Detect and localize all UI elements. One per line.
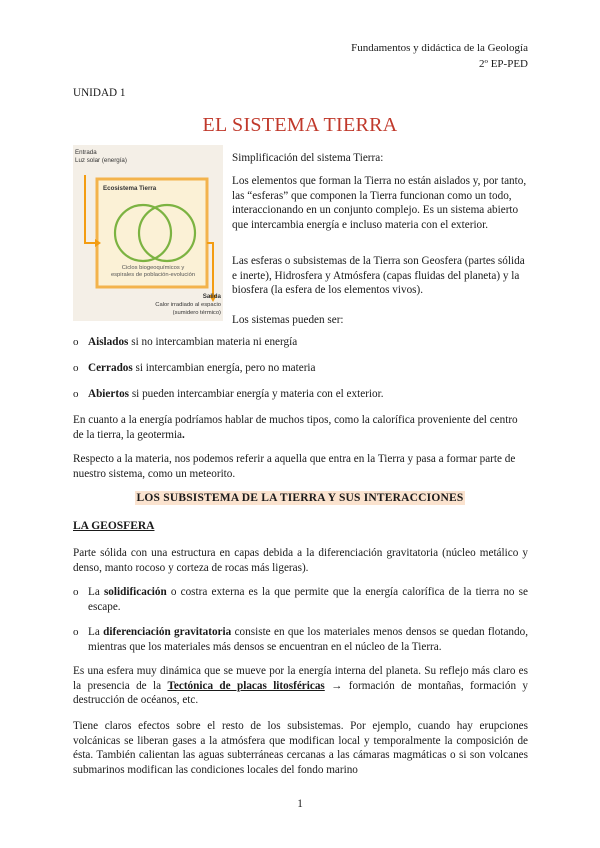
term-cerrados: Cerrados bbox=[88, 362, 133, 374]
unit-label: UNIDAD 1 bbox=[73, 87, 126, 99]
geosfera-heading: LA GEOSFERA bbox=[73, 520, 155, 532]
geosfera-paragraph-1: Parte sólida con una estructura en capas debida a la diferenciación gravitatoria (núcleo metálico y denso, manto rocoso y corteza de rocas más ligeras). bbox=[73, 547, 528, 574]
intro-paragraph-2: Las esferas o subsistemas de la Tierra son Geosfera (partes sólida e inerte), Hidrosfera y Atmósfera (capas fluidas del planeta) y la biosfera (la esfera de los elementos vivos). bbox=[232, 255, 525, 297]
page-title: EL SISTEMA TIERRA bbox=[202, 114, 398, 136]
salida-line1: Calor irradiado al espacio bbox=[155, 302, 221, 308]
page-number: 1 bbox=[297, 798, 303, 810]
ciclos-line1: Ciclos biogeoquímicos y bbox=[121, 265, 185, 271]
list-item-diferenciacion: La diferenciación gravitatoria consiste en que los materiales menos densos se quedan flotando, mientras que los materiales más densos se encuentran en el núcleo de la Tierra. bbox=[88, 626, 528, 653]
section-heading: LOS SUBSISTEMA DE LA TIERRA Y SUS INTERACCIONES bbox=[136, 492, 464, 504]
list-item-abiertos: Abiertos si pueden intercambiar energía y materia con el exterior. bbox=[88, 388, 384, 400]
salida-label: Salida bbox=[202, 293, 221, 300]
entrada-sub: Luz solar (energía) bbox=[75, 157, 127, 164]
bullet-marker: o bbox=[73, 362, 79, 374]
ecosistema-label: Ecosistema Tierra bbox=[103, 185, 157, 192]
intro-paragraph-3: Los sistemas pueden ser: bbox=[232, 314, 344, 326]
term-abiertos: Abiertos bbox=[88, 388, 130, 400]
header-course: Fundamentos y didáctica de la Geología bbox=[351, 42, 528, 54]
bullet-marker: o bbox=[73, 336, 79, 348]
ciclos-line2: espirales de población-evolución bbox=[110, 272, 196, 278]
geosfera-paragraph-2: Es una esfera muy dinámica que se mueve por la energía interna del planeta. Su reflejo más claro es la presencia de la Tectónica de placas litosféricas → formación de montañas, formación y destrucción de océanos, etc. bbox=[73, 665, 529, 707]
bullet-marker: o bbox=[73, 626, 79, 638]
list-item-solidificacion: La solidificación o costra externa es la que permite que la energía calorífica de la tierra no se escape. bbox=[88, 586, 528, 613]
bullet-marker: o bbox=[73, 586, 79, 598]
entrada-label: Entrada bbox=[75, 149, 97, 156]
list-item-cerrados: Cerrados si intercambian energía, pero no materia bbox=[88, 362, 316, 374]
list-item-aislados: Aislados si no intercambian materia ni energía bbox=[88, 336, 298, 348]
diagram-caption: Simplificación del sistema Tierra: bbox=[232, 152, 384, 164]
geosfera-paragraph-3: Tiene claros efectos sobre el resto de los subsistemas. Por ejemplo, cuando hay erupciones volcánicas se liberan gases a la atmósfera que modifican local y temporalmente la composición de ésta. También calientan las aguas subterráneas cercanas a las cámaras magmáticas o si son volcanes submarinos modifican las condiciones locales del fondo marino bbox=[73, 720, 528, 776]
paragraph-materia: Respecto a la materia, nos podemos referir a aquella que entra en la Tierra y pasa a formar parte de nuestro sistema, como un meteorito. bbox=[73, 453, 516, 480]
intro-paragraph-1: Los elementos que forman la Tierra no están aislados y, por tanto, las “esferas” que componen la Tierra funcionan como un todo, interaccionando en un conjunto complejo. Es un sistema abierto que intercambia energía e incluso materia con el exterior. bbox=[232, 175, 527, 231]
earth-system-diagram bbox=[73, 145, 223, 321]
term-aislados: Aislados bbox=[88, 336, 129, 348]
header-group: 2º EP-PED bbox=[479, 58, 528, 70]
salida-line2: (sumidero térmico) bbox=[172, 310, 221, 316]
bullet-marker: o bbox=[73, 388, 79, 400]
diagram-graphic bbox=[73, 145, 223, 321]
running-header bbox=[351, 40, 528, 72]
tectonica-term: Tectónica de placas litosféricas bbox=[167, 679, 325, 692]
paragraph-energia: En cuanto a la energía podríamos hablar de muchos tipos, como la calorífica proveniente del centro de la tierra, la geotermia. bbox=[73, 414, 518, 441]
